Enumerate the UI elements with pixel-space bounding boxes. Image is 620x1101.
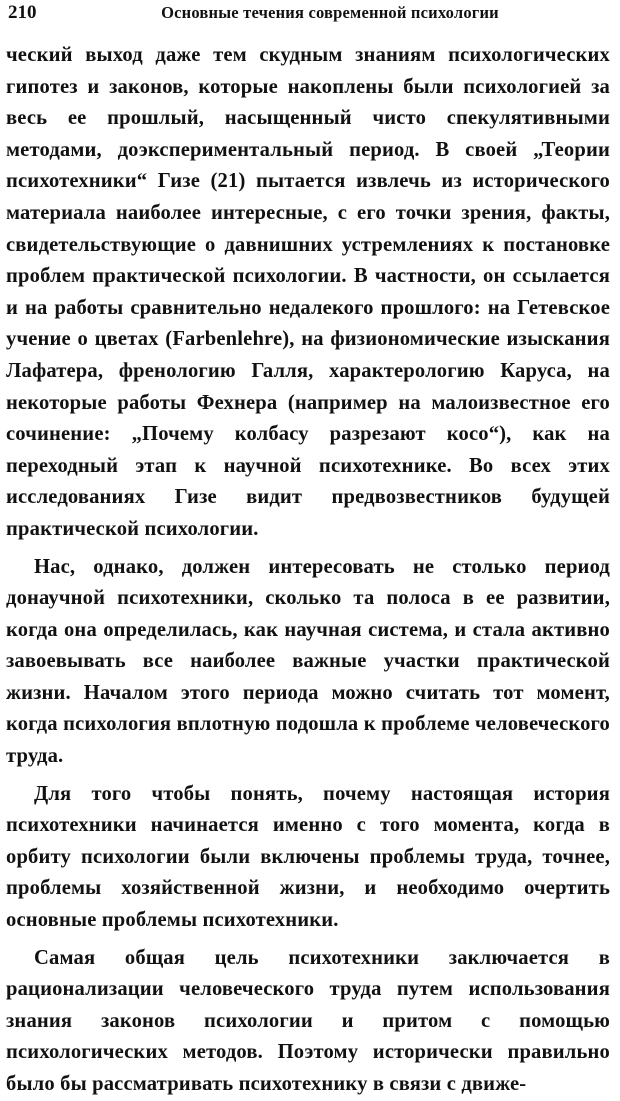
paragraph-continuation: ческий выход даже тем скудным знаниям психологических гипотез и законов, которые накоплены были психологией за весь ее прошлый, насыщенный чисто спекулятивными методами, доэкспериментальный период. В своей „Теории психотехники“ Гизе (21) пытается извлечь из исторического материала наиболее интересные, с его точки зрения, факты, свидетельствующие о давнишних устремлениях к постановке проблем практической психологии. В частности, он ссылается и на работы сравнительно недалекого прошлого: на Гетевское учение о цветах (Farbenlehre), на физиономические изыскания Лафатера, френологию Галля, характерологию Каруса, на некоторые работы Фехнера (например на малоизвестное его сочинение: „Почему колбасу разрезают косо“), как на переходный этап к научной психотехнике. Во всех этих исследованиях Гизе видит предвозвестников будущей практической психологии. [6,44,610,540]
page-number: 210 [8,2,37,23]
running-title: Основные течения современной психологии [161,3,499,22]
paragraph: Самая общая цель психотехники заключается в рационализации человеческого труда путем использования знания законов психологии и притом с помощью психологических методов. Поэтому исторически правильно было бы рассматривать психотехнику в связи с движе- [6,946,610,1095]
running-head [8,2,612,28]
body-text [6,40,610,1101]
paragraph: Нас, однако, должен интересовать не столько период донаучной психотехники, сколько та полоса в ее развитии, когда она определилась, как научная система, и стала активно завоевывать все наиболее важные участки практической жизни. Началом этого периода можно считать тот момент, когда психология вплотную подошла к проблеме человеческого труда. [6,555,610,768]
paragraph: Для того чтобы понять, почему настоящая история психотехники начинается именно с того момента, когда в орбиту психологии были включены проблемы труда, точнее, проблемы хозяйственной жизни, и необходимо очертить основные проблемы психотехники. [6,782,610,932]
